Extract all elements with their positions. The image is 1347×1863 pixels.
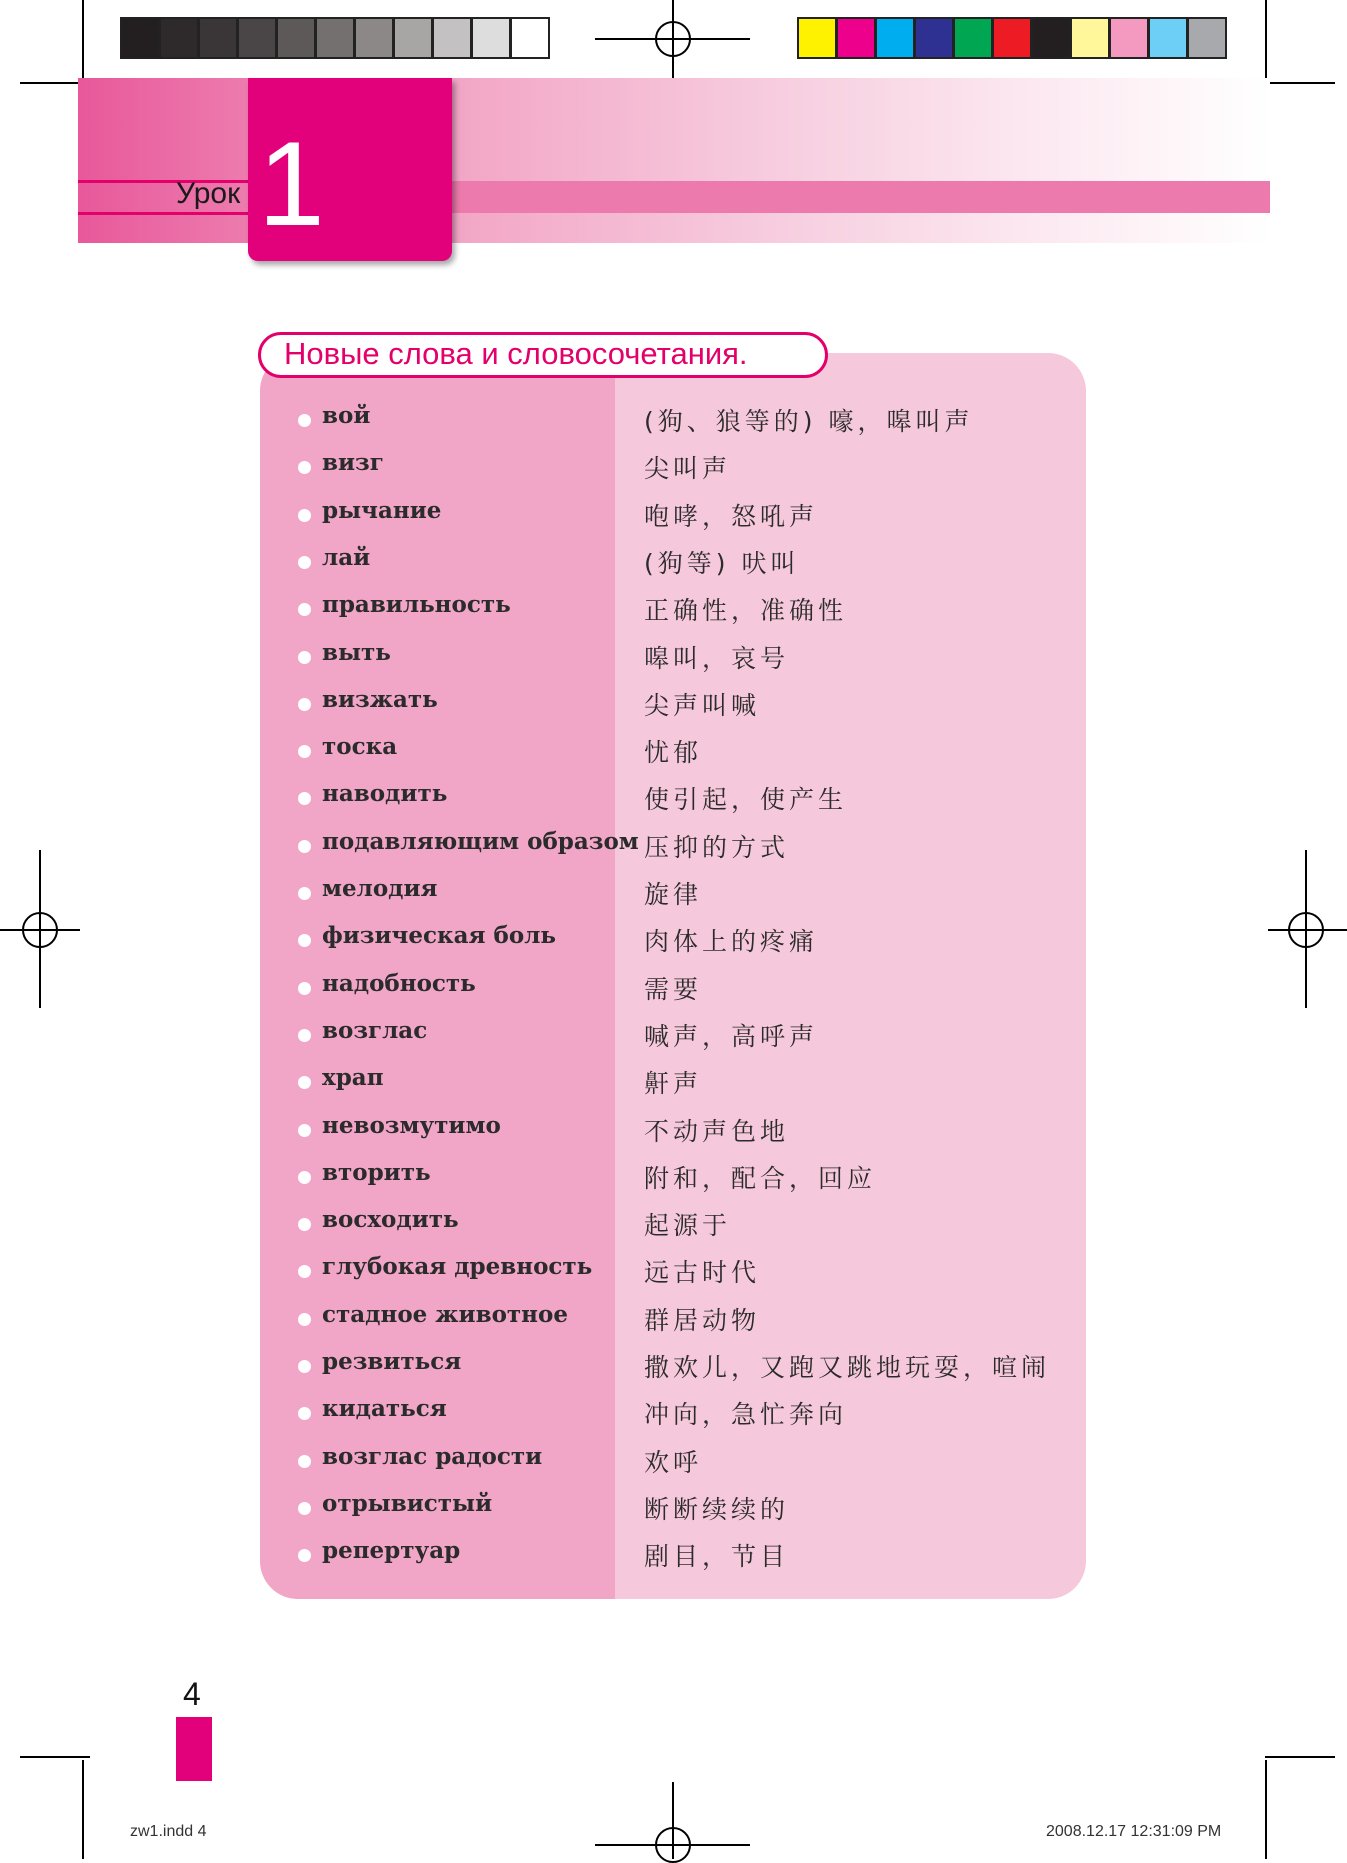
chinese-translation: 欢呼	[644, 1447, 703, 1477]
russian-term: рычание	[322, 496, 442, 524]
vocab-row	[0, 447, 1347, 494]
color-swatch	[914, 17, 954, 59]
vocab-row	[0, 1251, 1347, 1298]
bullet-icon	[298, 982, 311, 995]
vocab-row	[0, 826, 1347, 873]
bullet-icon	[298, 1313, 311, 1326]
color-swatch	[953, 17, 993, 59]
gray-swatch	[471, 17, 511, 59]
bullet-icon	[298, 1455, 311, 1468]
color-swatch	[836, 17, 876, 59]
bullet-icon	[298, 603, 311, 616]
bullet-icon	[298, 1218, 311, 1231]
vocab-row	[0, 1393, 1347, 1440]
chinese-translation: 尖声叫喊	[644, 690, 761, 720]
lesson-number: 1	[258, 117, 325, 251]
print-timestamp: 2008.12.17 12:31:09 PM	[1046, 1823, 1222, 1840]
russian-term: мелодия	[322, 875, 438, 902]
vocab-row	[0, 495, 1347, 542]
gray-swatch	[237, 17, 277, 59]
chinese-translation: 不动声色地	[644, 1116, 790, 1146]
chinese-translation: 冲向，急忙奔向	[644, 1400, 848, 1430]
vocab-row	[0, 920, 1347, 967]
color-swatch	[1109, 17, 1149, 59]
bullet-icon	[298, 745, 311, 758]
chinese-translation: 肉体上的疼痛	[644, 927, 819, 957]
header-rule-bottom	[78, 212, 258, 215]
bullet-icon	[298, 1265, 311, 1278]
header-stripe	[421, 181, 1270, 213]
chinese-translation: 使引起，使产生	[644, 785, 848, 815]
bullet-icon	[298, 1360, 311, 1373]
russian-term: возглас	[322, 1016, 428, 1044]
color-swatch	[992, 17, 1032, 59]
lesson-label: Урок	[176, 177, 241, 210]
color-swatch	[797, 17, 837, 59]
russian-term: лай	[322, 543, 371, 571]
vocab-row	[0, 968, 1347, 1015]
chinese-translation: 远古时代	[644, 1258, 761, 1288]
bullet-icon	[298, 1407, 311, 1420]
chinese-translation: 群居动物	[644, 1305, 761, 1335]
chinese-translation: 咆哮，怒吼声	[644, 501, 819, 531]
vocab-row	[0, 1157, 1347, 1204]
russian-term: отрывистый	[322, 1489, 493, 1517]
russian-term: вой	[322, 402, 371, 429]
vocab-row	[0, 400, 1347, 447]
russian-term: репертуар	[322, 1537, 461, 1565]
vocabulary-title: Новые слова и словосочетания.	[284, 336, 748, 371]
vocab-row	[0, 1110, 1347, 1157]
vocab-row	[0, 637, 1347, 684]
chinese-translation: 剧目，节目	[644, 1542, 790, 1572]
russian-term: подавляющим образом	[322, 827, 639, 855]
bullet-icon	[298, 461, 311, 474]
chinese-translation: 起源于	[644, 1211, 732, 1241]
vocab-row	[0, 778, 1347, 825]
russian-term: надобность	[322, 969, 476, 997]
russian-term: резвиться	[322, 1348, 462, 1375]
gray-swatch	[198, 17, 238, 59]
bullet-icon	[298, 1171, 311, 1184]
chinese-translation: (狗、狼等的) 嚎，嗥叫声	[644, 407, 974, 436]
russian-term: восходить	[322, 1206, 459, 1234]
chinese-translation: 附和，配合，回应	[644, 1163, 877, 1193]
russian-term: возглас радости	[322, 1442, 543, 1470]
russian-term: кидаться	[322, 1395, 447, 1423]
gray-swatch	[510, 17, 550, 59]
vocab-row	[0, 1346, 1347, 1393]
gray-swatch	[393, 17, 433, 59]
gray-swatch	[432, 17, 472, 59]
bullet-icon	[298, 887, 311, 900]
color-swatch	[1031, 17, 1071, 59]
color-swatch	[1070, 17, 1110, 59]
vocab-row	[0, 1488, 1347, 1535]
chinese-translation: 撒欢儿，又跑又跳地玩耍，喧闹	[644, 1353, 1051, 1382]
vocab-row	[0, 542, 1347, 589]
chinese-translation: 压抑的方式	[644, 832, 790, 862]
gray-swatch	[315, 17, 355, 59]
vocab-row	[0, 1299, 1347, 1346]
russian-term: вторить	[322, 1158, 431, 1186]
color-swatch	[875, 17, 915, 59]
bullet-icon	[298, 414, 311, 427]
vocab-row	[0, 731, 1347, 778]
bullet-icon	[298, 1502, 311, 1515]
vocab-row	[0, 1015, 1347, 1062]
color-swatch	[1148, 17, 1188, 59]
file-slug: zw1.indd 4	[130, 1823, 207, 1840]
russian-term: физическая боль	[322, 922, 557, 950]
bullet-icon	[298, 1029, 311, 1042]
bullet-icon	[298, 1549, 311, 1562]
page-number-bar	[176, 1717, 212, 1781]
vocab-row	[0, 1535, 1347, 1582]
russian-term: визжать	[322, 685, 438, 713]
chinese-translation: 鼾声	[644, 1069, 703, 1099]
russian-term: храп	[322, 1064, 384, 1092]
vocab-row	[0, 1062, 1347, 1109]
bullet-icon	[298, 840, 311, 853]
russian-term: невозмутимо	[322, 1111, 501, 1139]
bullet-icon	[298, 556, 311, 569]
vocab-row	[0, 873, 1347, 920]
gray-swatch	[120, 17, 160, 59]
russian-term: глубокая древность	[322, 1253, 593, 1281]
gray-swatch	[159, 17, 199, 59]
russian-term: тоска	[322, 733, 398, 761]
russian-term: визг	[322, 449, 384, 477]
russian-term: правильность	[322, 591, 511, 619]
bullet-icon	[298, 509, 311, 522]
bullet-icon	[298, 1076, 311, 1089]
chinese-translation: 尖叫声	[644, 454, 732, 484]
vocab-row	[0, 1204, 1347, 1251]
russian-term: выть	[322, 638, 391, 666]
bullet-icon	[298, 934, 311, 947]
chinese-translation: 需要	[644, 974, 703, 1004]
bullet-icon	[298, 1124, 311, 1137]
gray-swatch	[276, 17, 316, 59]
chinese-translation: 正确性，准确性	[644, 596, 848, 626]
russian-term: наводить	[322, 780, 448, 808]
vocab-row	[0, 1441, 1347, 1488]
chinese-translation: (狗等) 吠叫	[644, 548, 800, 578]
color-swatch	[1187, 17, 1227, 59]
vocab-row	[0, 684, 1347, 731]
vocab-row	[0, 589, 1347, 636]
chinese-translation: 喊声，高呼声	[644, 1021, 819, 1051]
gray-swatch	[354, 17, 394, 59]
bullet-icon	[298, 698, 311, 711]
russian-term: стадное животное	[322, 1300, 568, 1328]
page-number: 4	[183, 1676, 201, 1712]
chinese-translation: 旋律	[644, 880, 703, 909]
bullet-icon	[298, 651, 311, 664]
chinese-translation: 断断续续的	[644, 1494, 790, 1524]
chinese-translation: 嗥叫，哀号	[644, 643, 790, 673]
chinese-translation: 忧郁	[644, 738, 703, 768]
bullet-icon	[298, 792, 311, 805]
